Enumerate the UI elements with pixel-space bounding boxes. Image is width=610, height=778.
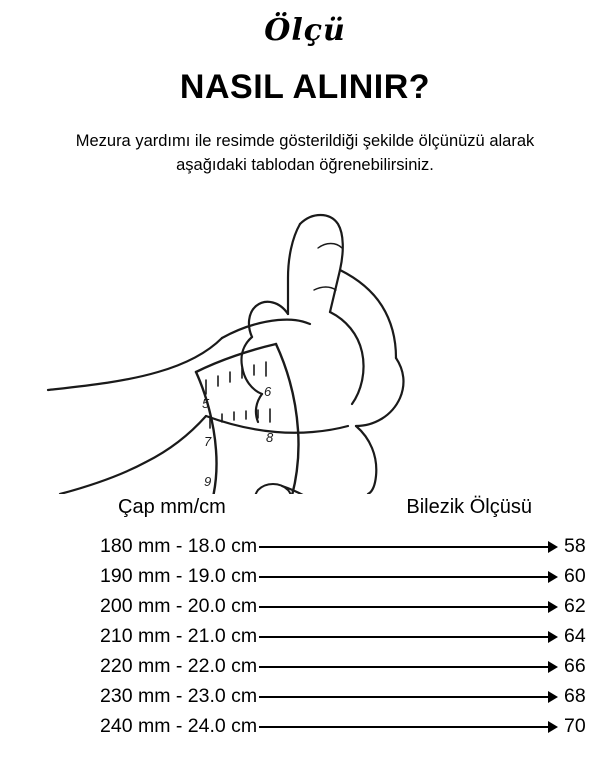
cell-size: 58 (564, 534, 586, 557)
table-body (0, 531, 610, 741)
cell-size: 62 (564, 594, 586, 617)
table-row (0, 561, 610, 591)
cell-diameter: 190 mm - 19.0 cm (100, 564, 258, 587)
cell-size: 66 (564, 654, 586, 677)
table-row (0, 711, 610, 741)
arrow-icon (259, 659, 558, 673)
cell-diameter: 200 mm - 20.0 cm (100, 594, 258, 617)
table-row (0, 621, 610, 651)
svg-text:8: 8 (266, 430, 274, 446)
table-row (0, 531, 610, 561)
script-title: Ölçü (264, 13, 346, 48)
svg-text:6: 6 (264, 384, 272, 400)
column-header-size: Bilezik Ölçüsü (406, 496, 532, 519)
cell-diameter: 180 mm - 18.0 cm (100, 534, 258, 557)
svg-text:7: 7 (204, 434, 212, 450)
arrow-icon (259, 599, 558, 613)
cell-size: 68 (564, 684, 586, 707)
cell-size: 64 (564, 624, 586, 647)
cell-diameter: 220 mm - 22.0 cm (100, 654, 258, 677)
column-header-diameter: Çap mm/cm (118, 496, 226, 519)
arrow-icon (259, 719, 558, 733)
hand-measuring-wrist-with-tape-illustration (0, 194, 610, 494)
arrow-icon (259, 569, 558, 583)
table-row (0, 651, 610, 681)
table-header-row (0, 496, 610, 519)
cell-diameter: 240 mm - 24.0 cm (100, 714, 258, 737)
instruction-text: Mezura yardımı ile resimde gösterildiği şekilde ölçünüzü alarak aşağıdaki tablodan öğrenebilirsiniz. (75, 131, 535, 174)
table-row (0, 591, 610, 621)
svg-text:9: 9 (204, 474, 212, 490)
cell-diameter: 210 mm - 21.0 cm (100, 624, 258, 647)
cell-diameter: 230 mm - 23.0 cm (100, 684, 258, 707)
svg-text:5: 5 (202, 396, 210, 412)
size-table (0, 496, 610, 741)
arrow-icon (259, 689, 558, 703)
page-title: NASIL ALINIR? (179, 68, 431, 106)
arrow-icon (259, 539, 558, 553)
cell-size: 70 (564, 714, 586, 737)
table-row (0, 681, 610, 711)
arrow-icon (259, 629, 558, 643)
cell-size: 60 (564, 564, 586, 587)
